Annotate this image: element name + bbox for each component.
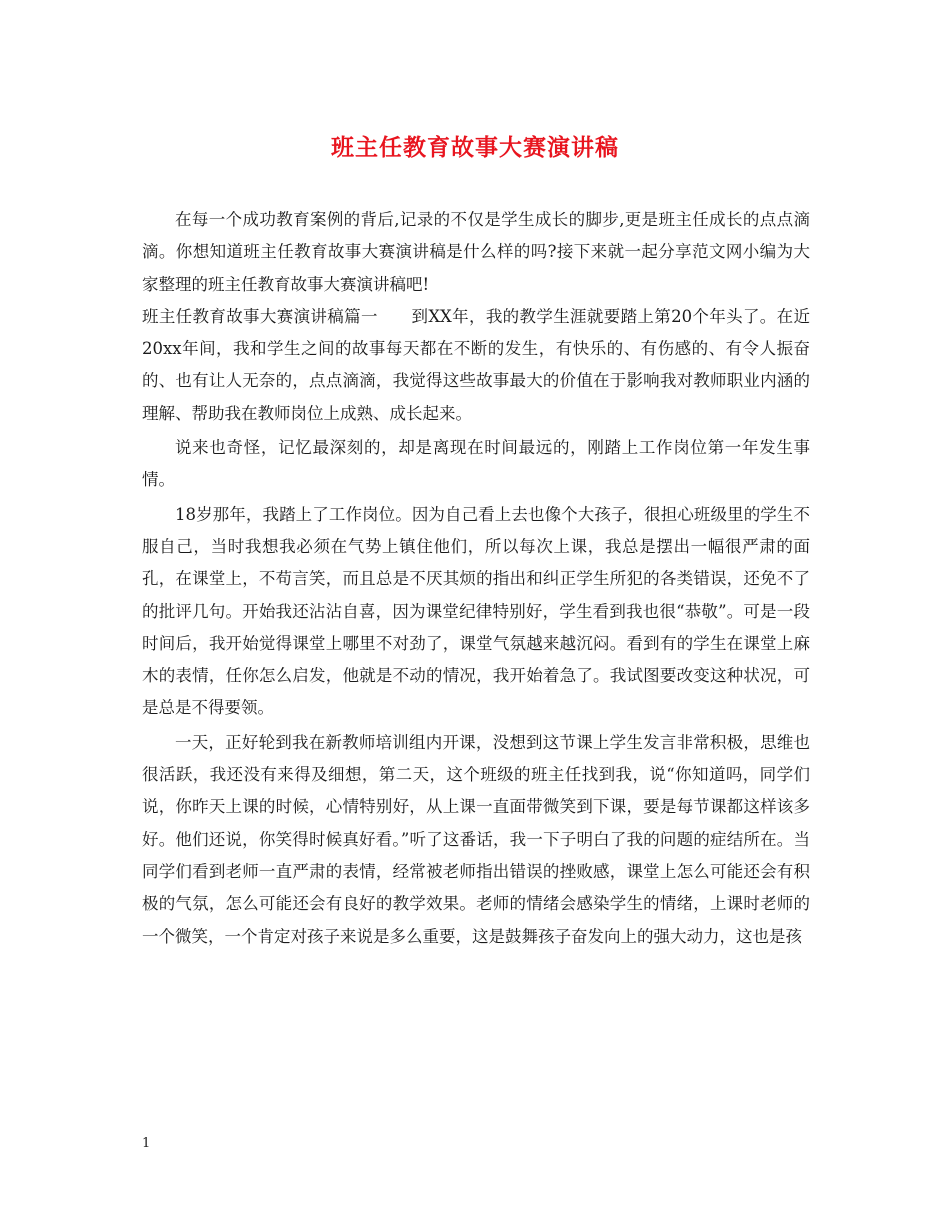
paragraph-first-year: 18岁那年，我踏上了工作岗位。因为自己看上去也像个大孩子，很担心班级里的学生不服自己，当时我想我必须在气势上镇住他们，所以每次上课，我总是摆出一幅很严肃的面孔，在课堂上，不苟言笑，而且总是不厌其烦的指出和纠正学生所犯的各类错误，还免不了的批评几句。开始我还沾沾自喜，因为课堂纪律特别好，学生看到我也很“恭敬”。可是一段时间后，我开始觉得课堂上哪里不对劲了，课堂气氛越来越沉闷。看到有的学生在课堂上麻木的表情，任你怎么启发，他就是不动的情况，我开始着急了。我试图要改变这种状况，可是总是不得要领。 [142, 504, 810, 718]
document-title: 班主任教育故事大赛演讲稿 [331, 134, 619, 161]
paragraph-intro: 在每一个成功教育案例的背后,记录的不仅是学生成长的脚步,更是班主任成长的点点滴滴。你想知道班主任教育故事大赛演讲稿是什么样的吗?接下来就一起分享范文网小编为大家整理的班主任教育故事大赛演讲稿吧! [142, 210, 810, 294]
paragraph-section-one: 班主任教育故事大赛演讲稿篇一 到XX年，我的教学生涯就要踏上第20个年头了。在近20xx年间，我和学生之间的故事每天都在不断的发生，有快乐的、有伤感的、有令人振奋的、也有让人无奈的，点点滴滴，我觉得这些故事最大的价值在于影响我对教师职业内涵的理解、帮助我在教师岗位上成熟、成长起来。 [142, 306, 810, 423]
paragraph-memory: 说来也奇怪，记忆最深刻的，却是离现在时间最远的，刚踏上工作岗位第一年发生事情。 [142, 438, 810, 490]
document-body [142, 204, 810, 953]
page-number: 1 [142, 1136, 151, 1151]
paragraph-open-class: 一天，正好轮到我在新教师培训组内开课，没想到这节课上学生发言非常积极，思维也很活跃，我还没有来得及细想，第二天，这个班级的班主任找到我，说“你知道吗，同学们说，你昨天上课的时候，心情特别好，从上课一直面带微笑到下课，要是每节课都这样该多好。他们还说，你笑得时候真好看。”听了这番话，我一下子明白了我的问题的症结所在。当同学们看到老师一直严肃的表情，经常被老师指出错误的挫败感，课堂上怎么可能还会有积极的气氛，怎么可能还会有良好的教学效果。老师的情绪会感染学生的情绪，上课时老师的一个微笑，一个肯定对孩子来说是多么重要，这是鼓舞孩子奋发向上的强大动力，这也是孩 [142, 732, 810, 946]
